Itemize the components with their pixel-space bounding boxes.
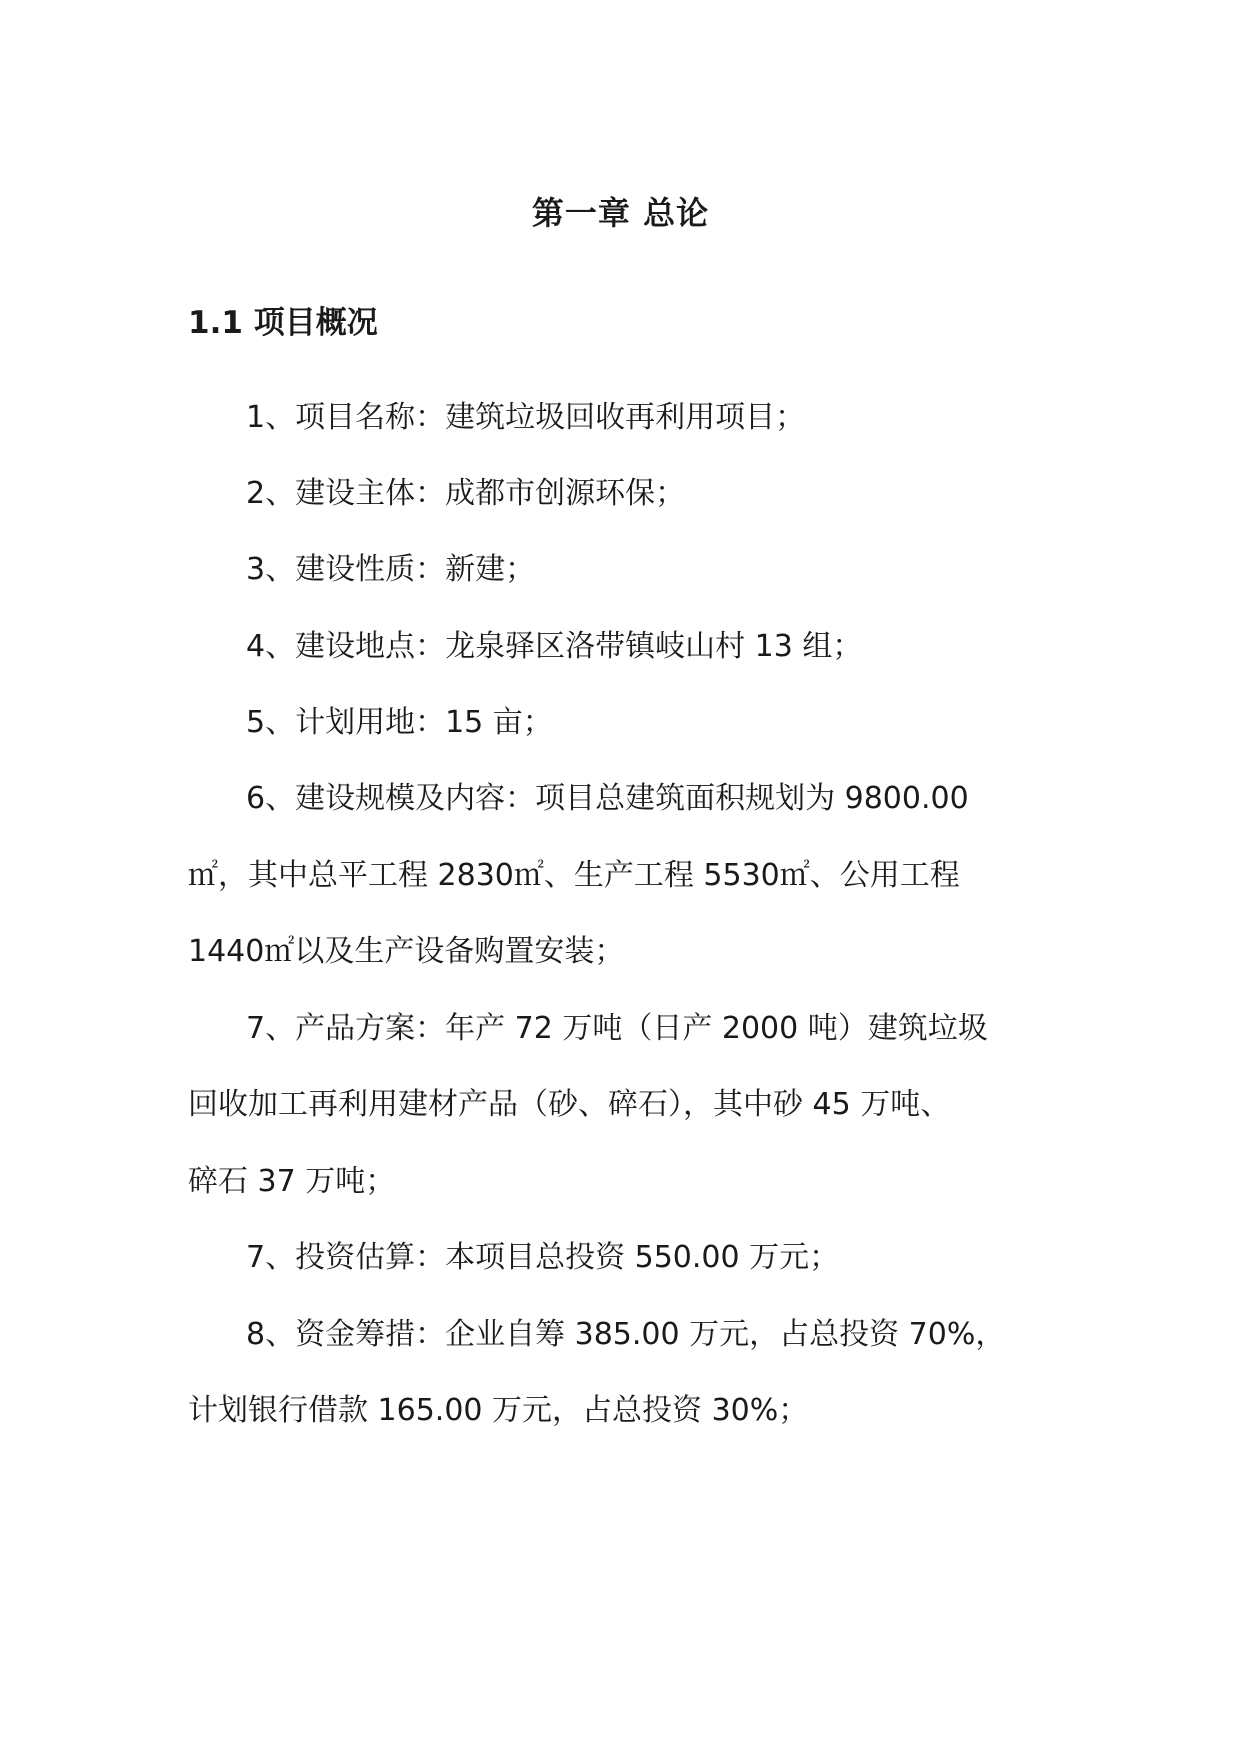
chapter-title: 第一章 总论 (531, 194, 710, 232)
item-project-name: 1、项目名称：建筑垃圾回收再利用项目； (246, 400, 806, 435)
item-funding-line-1: 8、资金筹措：企业自筹 385.00 万元，占总投资 70%， (246, 1317, 1006, 1352)
item-planned-land: 5、计划用地：15 亩； (246, 705, 553, 740)
item-construction-location: 4、建设地点：龙泉驿区洛带镇岐山村 13 组； (246, 629, 863, 664)
item-investment-estimate: 7、投资估算：本项目总投资 550.00 万元； (246, 1240, 840, 1275)
item-scale-line-1: 6、建设规模及内容：项目总建筑面积规划为 9800.00 (246, 781, 969, 816)
item-scale-line-2: ㎡，其中总平工程 2830㎡、生产工程 5530㎡、公用工程 (188, 858, 960, 893)
item-scale-line-3: 1440㎡以及生产设备购置安装； (188, 934, 625, 969)
item-construction-nature: 3、建设性质：新建； (246, 552, 536, 587)
item-product-plan-line-1: 7、产品方案：年产 72 万吨（日产 2000 吨）建筑垃圾 (246, 1011, 988, 1046)
item-construction-entity: 2、建设主体：成都市创源环保； (246, 476, 686, 511)
section-heading: 1.1 项目概况 (188, 305, 378, 341)
item-product-plan-line-3: 碎石 37 万吨； (188, 1164, 396, 1199)
item-funding-line-2: 计划银行借款 165.00 万元，占总投资 30%； (188, 1393, 809, 1428)
item-product-plan-line-2: 回收加工再利用建材产品（砂、碎石），其中砂 45 万吨、 (188, 1087, 951, 1122)
